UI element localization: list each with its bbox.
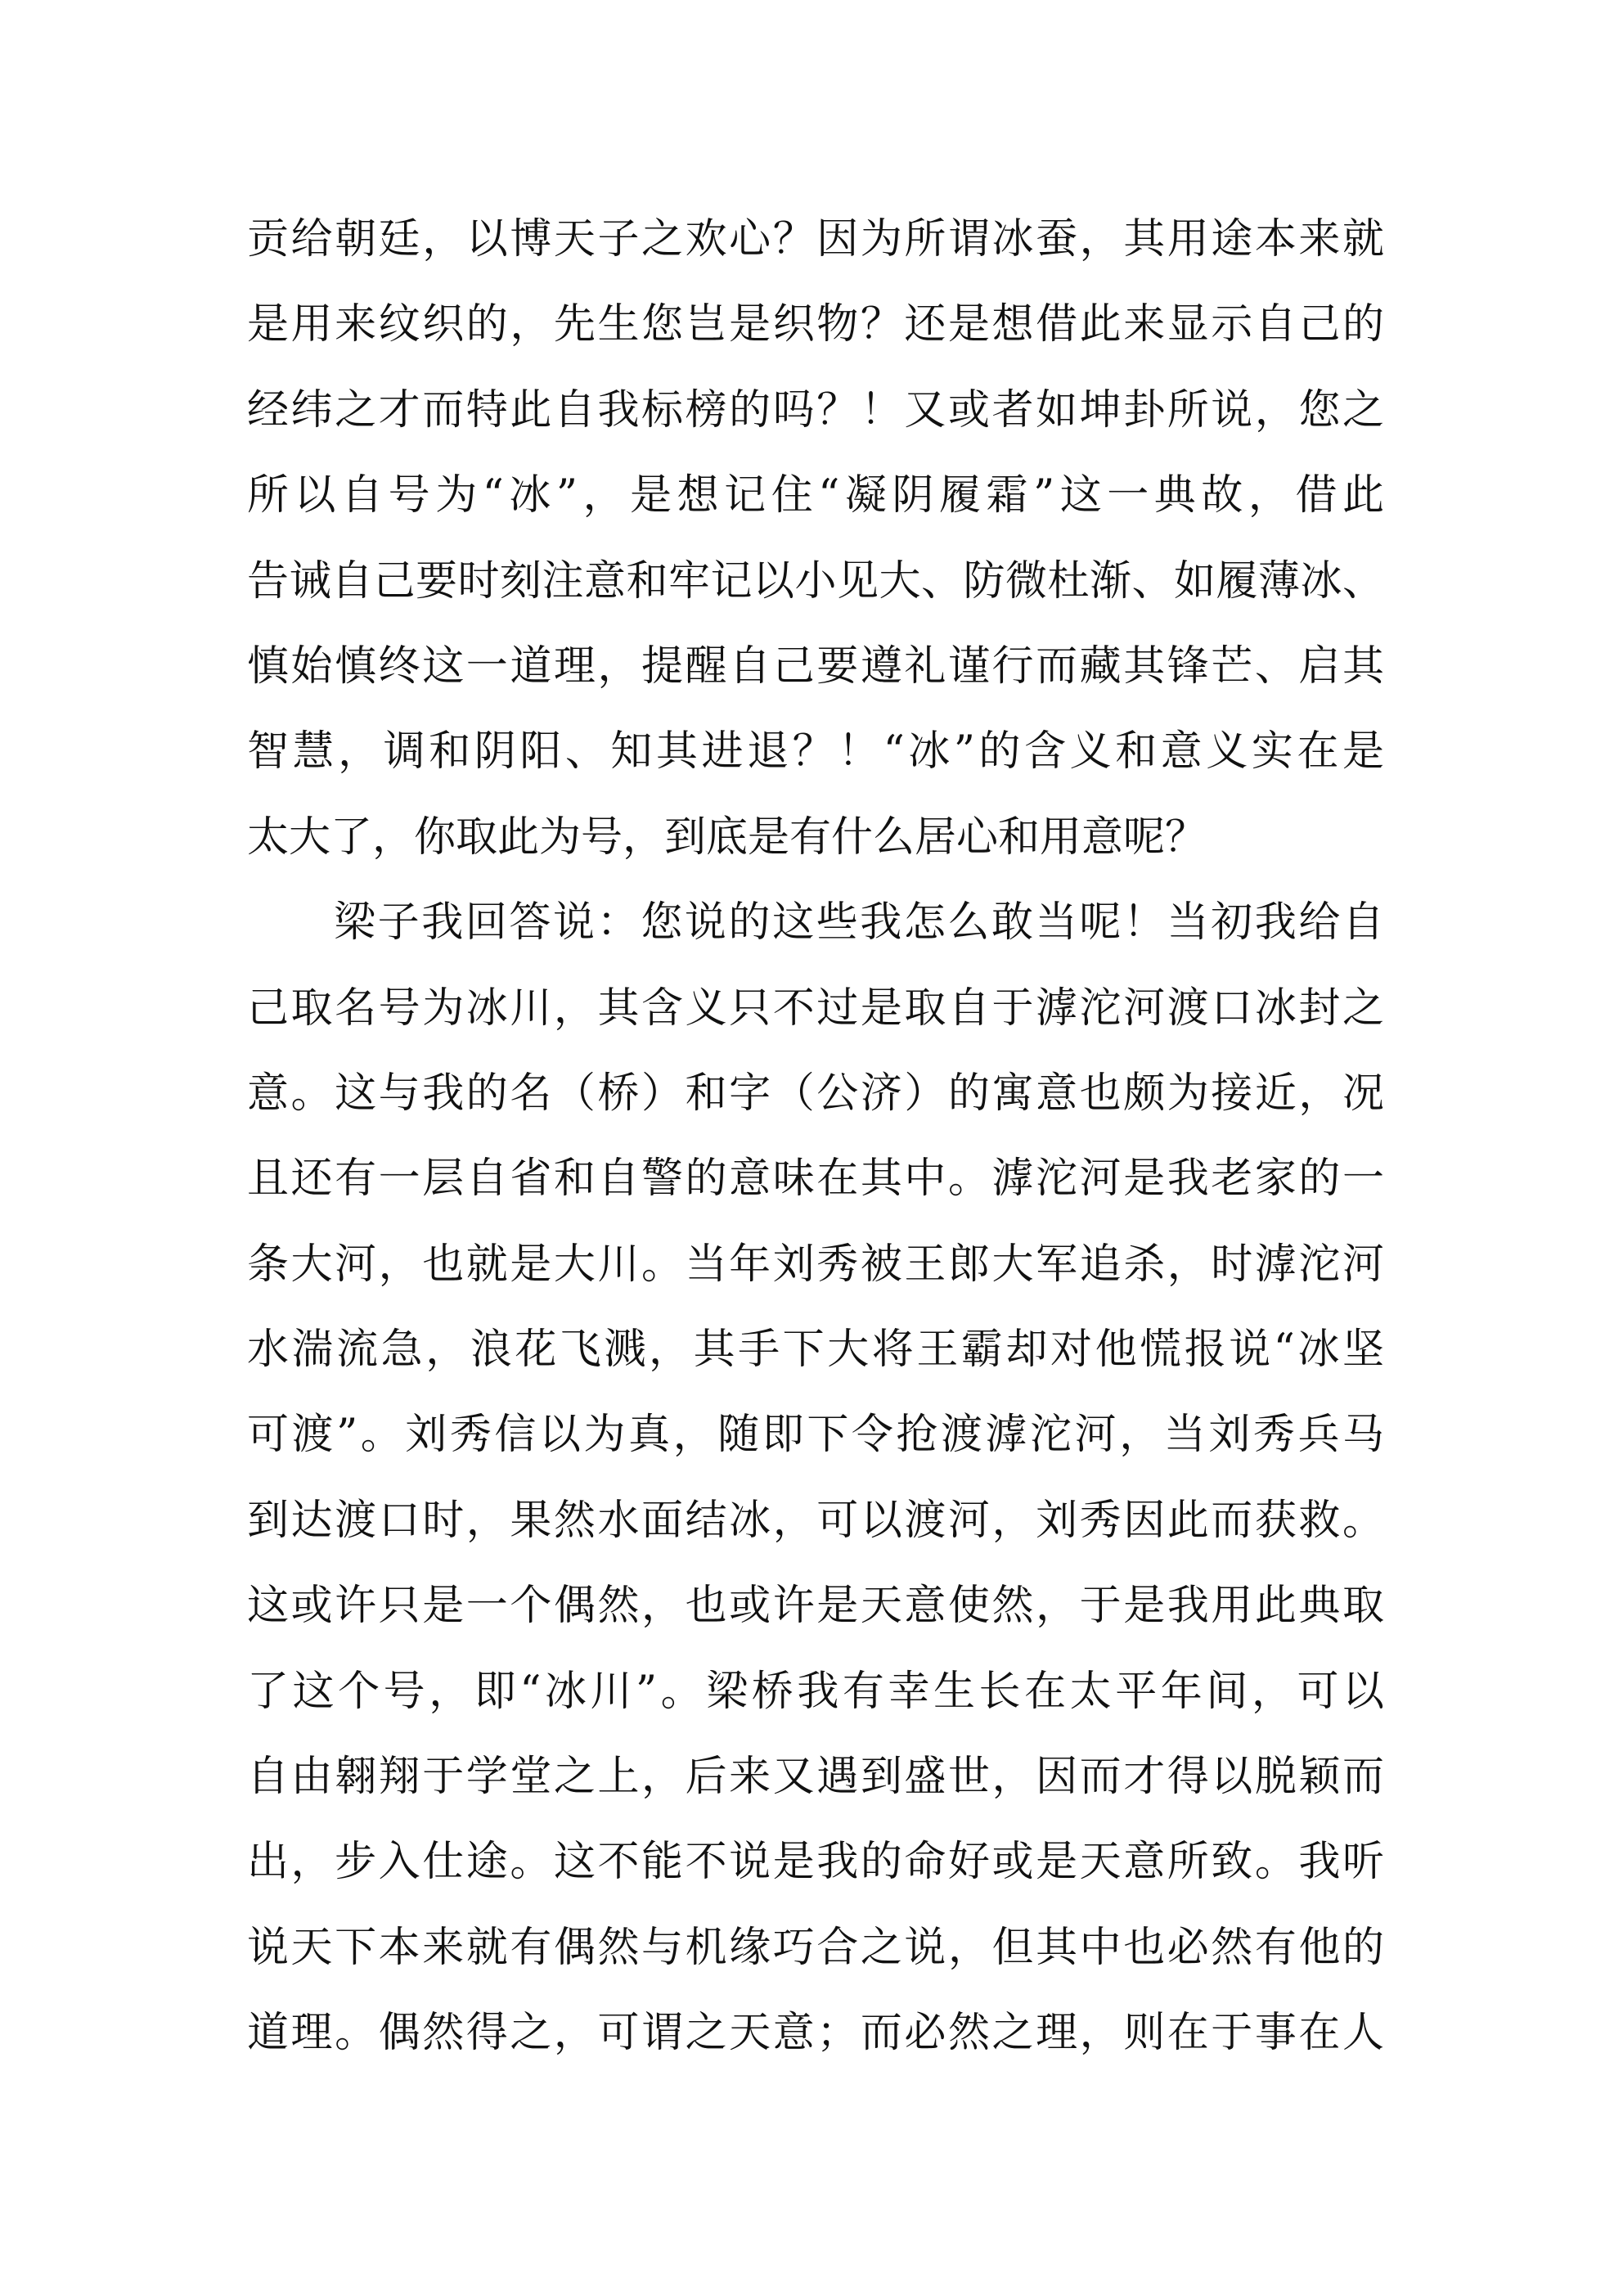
text-line: 意。这与我的名（桥）和字（公济）的寓意也颇为接近，况 [247, 1069, 1384, 1118]
text-line: 说天下本来就有偶然与机缘巧合之说，但其中也必然有他的 [247, 1923, 1384, 1972]
text-line: 且还有一层自省和自警的意味在其中。滹沱河是我老家的一 [247, 1155, 1384, 1204]
text-line: 太大了，你取此为号，到底是有什么居心和用意呢？ [247, 813, 1207, 862]
text-line: 所以自号为“冰”，是想记住“凝阴履霜”这一典故，借此 [247, 471, 1384, 520]
text-line: 了这个号，即“冰川”。梁桥我有幸生长在太平年间，可以 [247, 1667, 1384, 1716]
text-line: 可渡”。刘秀信以为真，随即下令抢渡滹沱河，当刘秀兵马 [247, 1411, 1384, 1460]
text-line: 贡给朝廷，以博天子之欢心？因为所谓冰蚕，其用途本来就 [247, 215, 1384, 263]
text-line: 道理。偶然得之，可谓之天意；而必然之理，则在于事在人 [247, 2009, 1384, 2058]
text-line: 梁子我回答说：您说的这些我怎么敢当呢！当初我给自 [334, 898, 1384, 948]
text-line: 慎始慎终这一道理，提醒自己要遵礼谨行而藏其锋芒、启其 [247, 642, 1384, 691]
text-line: 这或许只是一个偶然，也或许是天意使然，于是我用此典取 [247, 1582, 1384, 1631]
text-line: 自由翱翔于学堂之上，后来又遇到盛世，因而才得以脱颖而 [247, 1753, 1384, 1802]
text-line: 己取名号为冰川，其含义只不过是取自于滹沱河渡口冰封之 [247, 984, 1384, 1033]
text-line: 出，步入仕途。这不能不说是我的命好或是天意所致。我听 [247, 1838, 1384, 1887]
text-line: 水湍流急，浪花飞溅，其手下大将王霸却对他慌报说“冰坚 [247, 1326, 1384, 1375]
text-line: 条大河，也就是大川。当年刘秀被王郎大军追杀，时滹沱河 [247, 1240, 1384, 1289]
text-line: 是用来纹织的，先生您岂是织物？还是想借此来显示自己的 [247, 300, 1384, 349]
text-line: 告诫自己要时刻注意和牢记以小见大、防微杜渐、如履薄冰、 [247, 556, 1384, 606]
paragraph-2 [247, 880, 1384, 2076]
text-line: 到达渡口时，果然水面结冰，可以渡河，刘秀因此而获救。 [247, 1496, 1384, 1545]
body-text [247, 197, 1384, 2077]
text-line: 智慧，调和阴阳、知其进退？！“冰”的含义和意义实在是 [247, 727, 1384, 777]
paragraph-1 [247, 197, 1384, 880]
text-line: 经纬之才而特此自我标榜的吗？！又或者如坤卦所说，您之 [247, 385, 1384, 434]
